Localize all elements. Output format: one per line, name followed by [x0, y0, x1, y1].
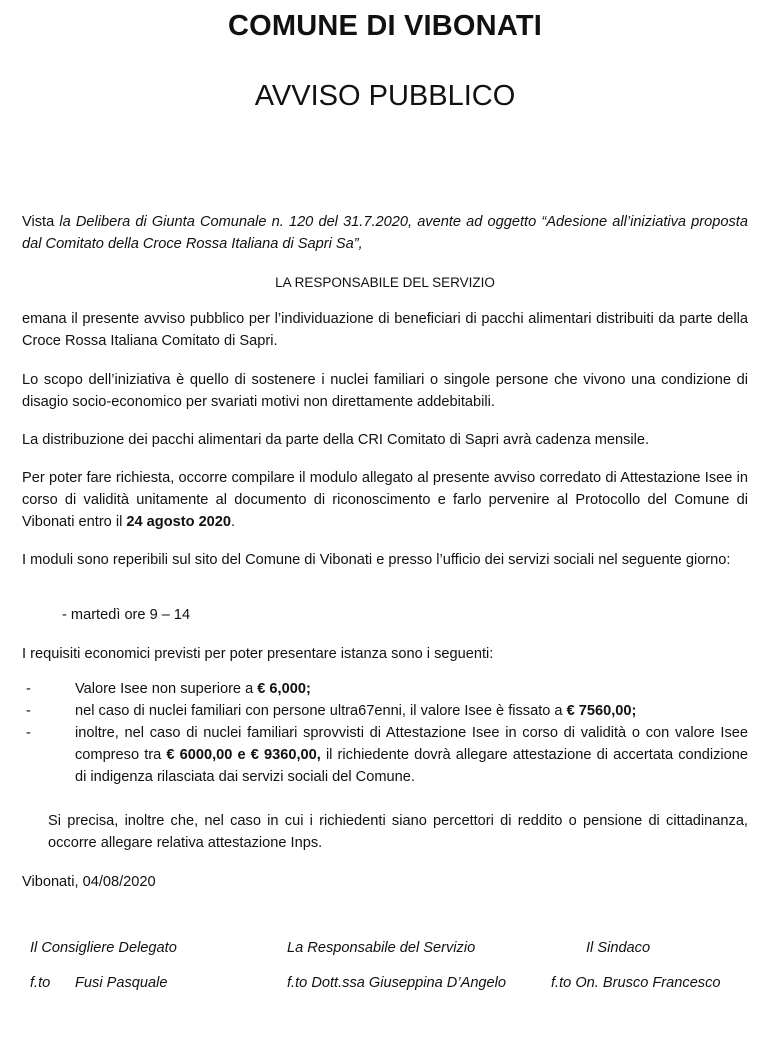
list-item	[22, 678, 748, 700]
signature-role-consigliere: Il Consigliere Delegato	[30, 940, 177, 956]
requirement-text: Valore Isee non superiore a	[75, 681, 258, 697]
list-item	[22, 722, 748, 788]
signature-role-responsabile: La Responsabile del Servizio	[287, 940, 476, 956]
intro-paragraph	[22, 211, 748, 255]
paragraph-text: emana il presente avviso pubblico per l’individuazione di beneficiari di pacchi alimentari distribuiti da parte della Croce Rossa Italiana Comitato di Sapri.	[22, 311, 748, 349]
requirement-amount: € 6,000;	[257, 681, 311, 697]
requirement-amount: € 6000,00 e € 9360,00,	[166, 747, 321, 763]
list-item	[22, 700, 748, 722]
notice-title: AVVISO PUBBLICO	[254, 80, 516, 112]
paragraph-text: Si precisa, inoltre che, nel caso in cui i richiedenti siano percettori di reddito o pensione di cittadinanza, occorre allegare relativa attestazione Inps.	[48, 813, 748, 851]
paragraph-requirements-intro	[22, 643, 748, 665]
paragraph-application	[22, 467, 748, 533]
requirement-text: nel caso di nuclei familiari con persone ultra67enni, il valore Isee è fissato a	[75, 703, 567, 719]
signature-name-responsabile: f.to Dott.ssa Giuseppina D’Angelo	[287, 975, 507, 991]
paragraph-closing	[48, 810, 748, 854]
signature-name-sindaco: f.to On. Brusco Francesco	[551, 975, 721, 991]
list-bullet: -	[26, 681, 31, 697]
signature-name-consigliere: Fusi Pasquale	[75, 975, 168, 991]
paragraph-purpose	[22, 308, 748, 352]
paragraph-text: Lo scopo dell’iniziativa è quello di sostenere i nuclei familiari o singole persone che vivono una condizione di disagio socio-economico per svariati motivi non direttamente addebitabili.	[22, 372, 748, 410]
deadline-date: 24 agosto 2020	[126, 514, 232, 530]
paragraph-text: La distribuzione dei pacchi alimentari da parte della CRI Comitato di Sapri avrà cadenza mensile.	[22, 432, 650, 448]
requirement-after: il richiedente dovrà allegare attestazione di accertata condizione di indigenza rilasciata dai servizi sociali del Comune.	[75, 747, 749, 785]
municipality-title: COMUNE DI VIBONATI	[227, 10, 542, 42]
resolution-reference: la Delibera di Giunta Comunale n. 120 del 31.7.2020, avente ad oggetto “Adesione all’iniziativa proposta dal Comitato della Croce Rossa Italiana di Sapri Sa”,	[22, 214, 748, 252]
requirements-list	[22, 678, 748, 788]
paragraph-text: Per poter fare richiesta, occorre compilare il modulo allegato al presente avviso corredato di Attestazione Isee in corso di validità unitamente al documento di riconoscimento e farlo pervenire al Protocollo del Comune di Vibonati entro il	[22, 470, 748, 530]
paragraph-forms	[22, 549, 748, 571]
paragraph-text: I requisiti economici previsti per poter presentare istanza sono i seguenti:	[22, 646, 494, 662]
issuer-heading: LA RESPONSABILE DEL SERVIZIO	[275, 275, 495, 290]
signature-role-sindaco: Il Sindaco	[586, 940, 651, 956]
intro-prefix: Vista	[22, 214, 60, 230]
paragraph-end: .	[231, 514, 236, 530]
office-schedule: - martedì ore 9 – 14	[62, 607, 191, 623]
paragraph-scope	[22, 369, 748, 413]
signature-prefix-consigliere: f.to	[30, 975, 51, 991]
paragraph-text: I moduli sono reperibili sul sito del Comune di Vibonati e presso l’ufficio dei servizi sociali nel seguente giorno:	[22, 552, 731, 568]
paragraph-distribution	[22, 429, 748, 451]
list-bullet: -	[26, 703, 31, 719]
place-date: Vibonati, 04/08/2020	[22, 874, 156, 890]
requirement-text: inoltre, nel caso di nuclei familiari sprovvisti di Attestazione Isee in corso di validità o con valore Isee compreso tra	[75, 725, 748, 763]
list-bullet: -	[26, 725, 31, 741]
requirement-amount: € 7560,00;	[566, 703, 637, 719]
